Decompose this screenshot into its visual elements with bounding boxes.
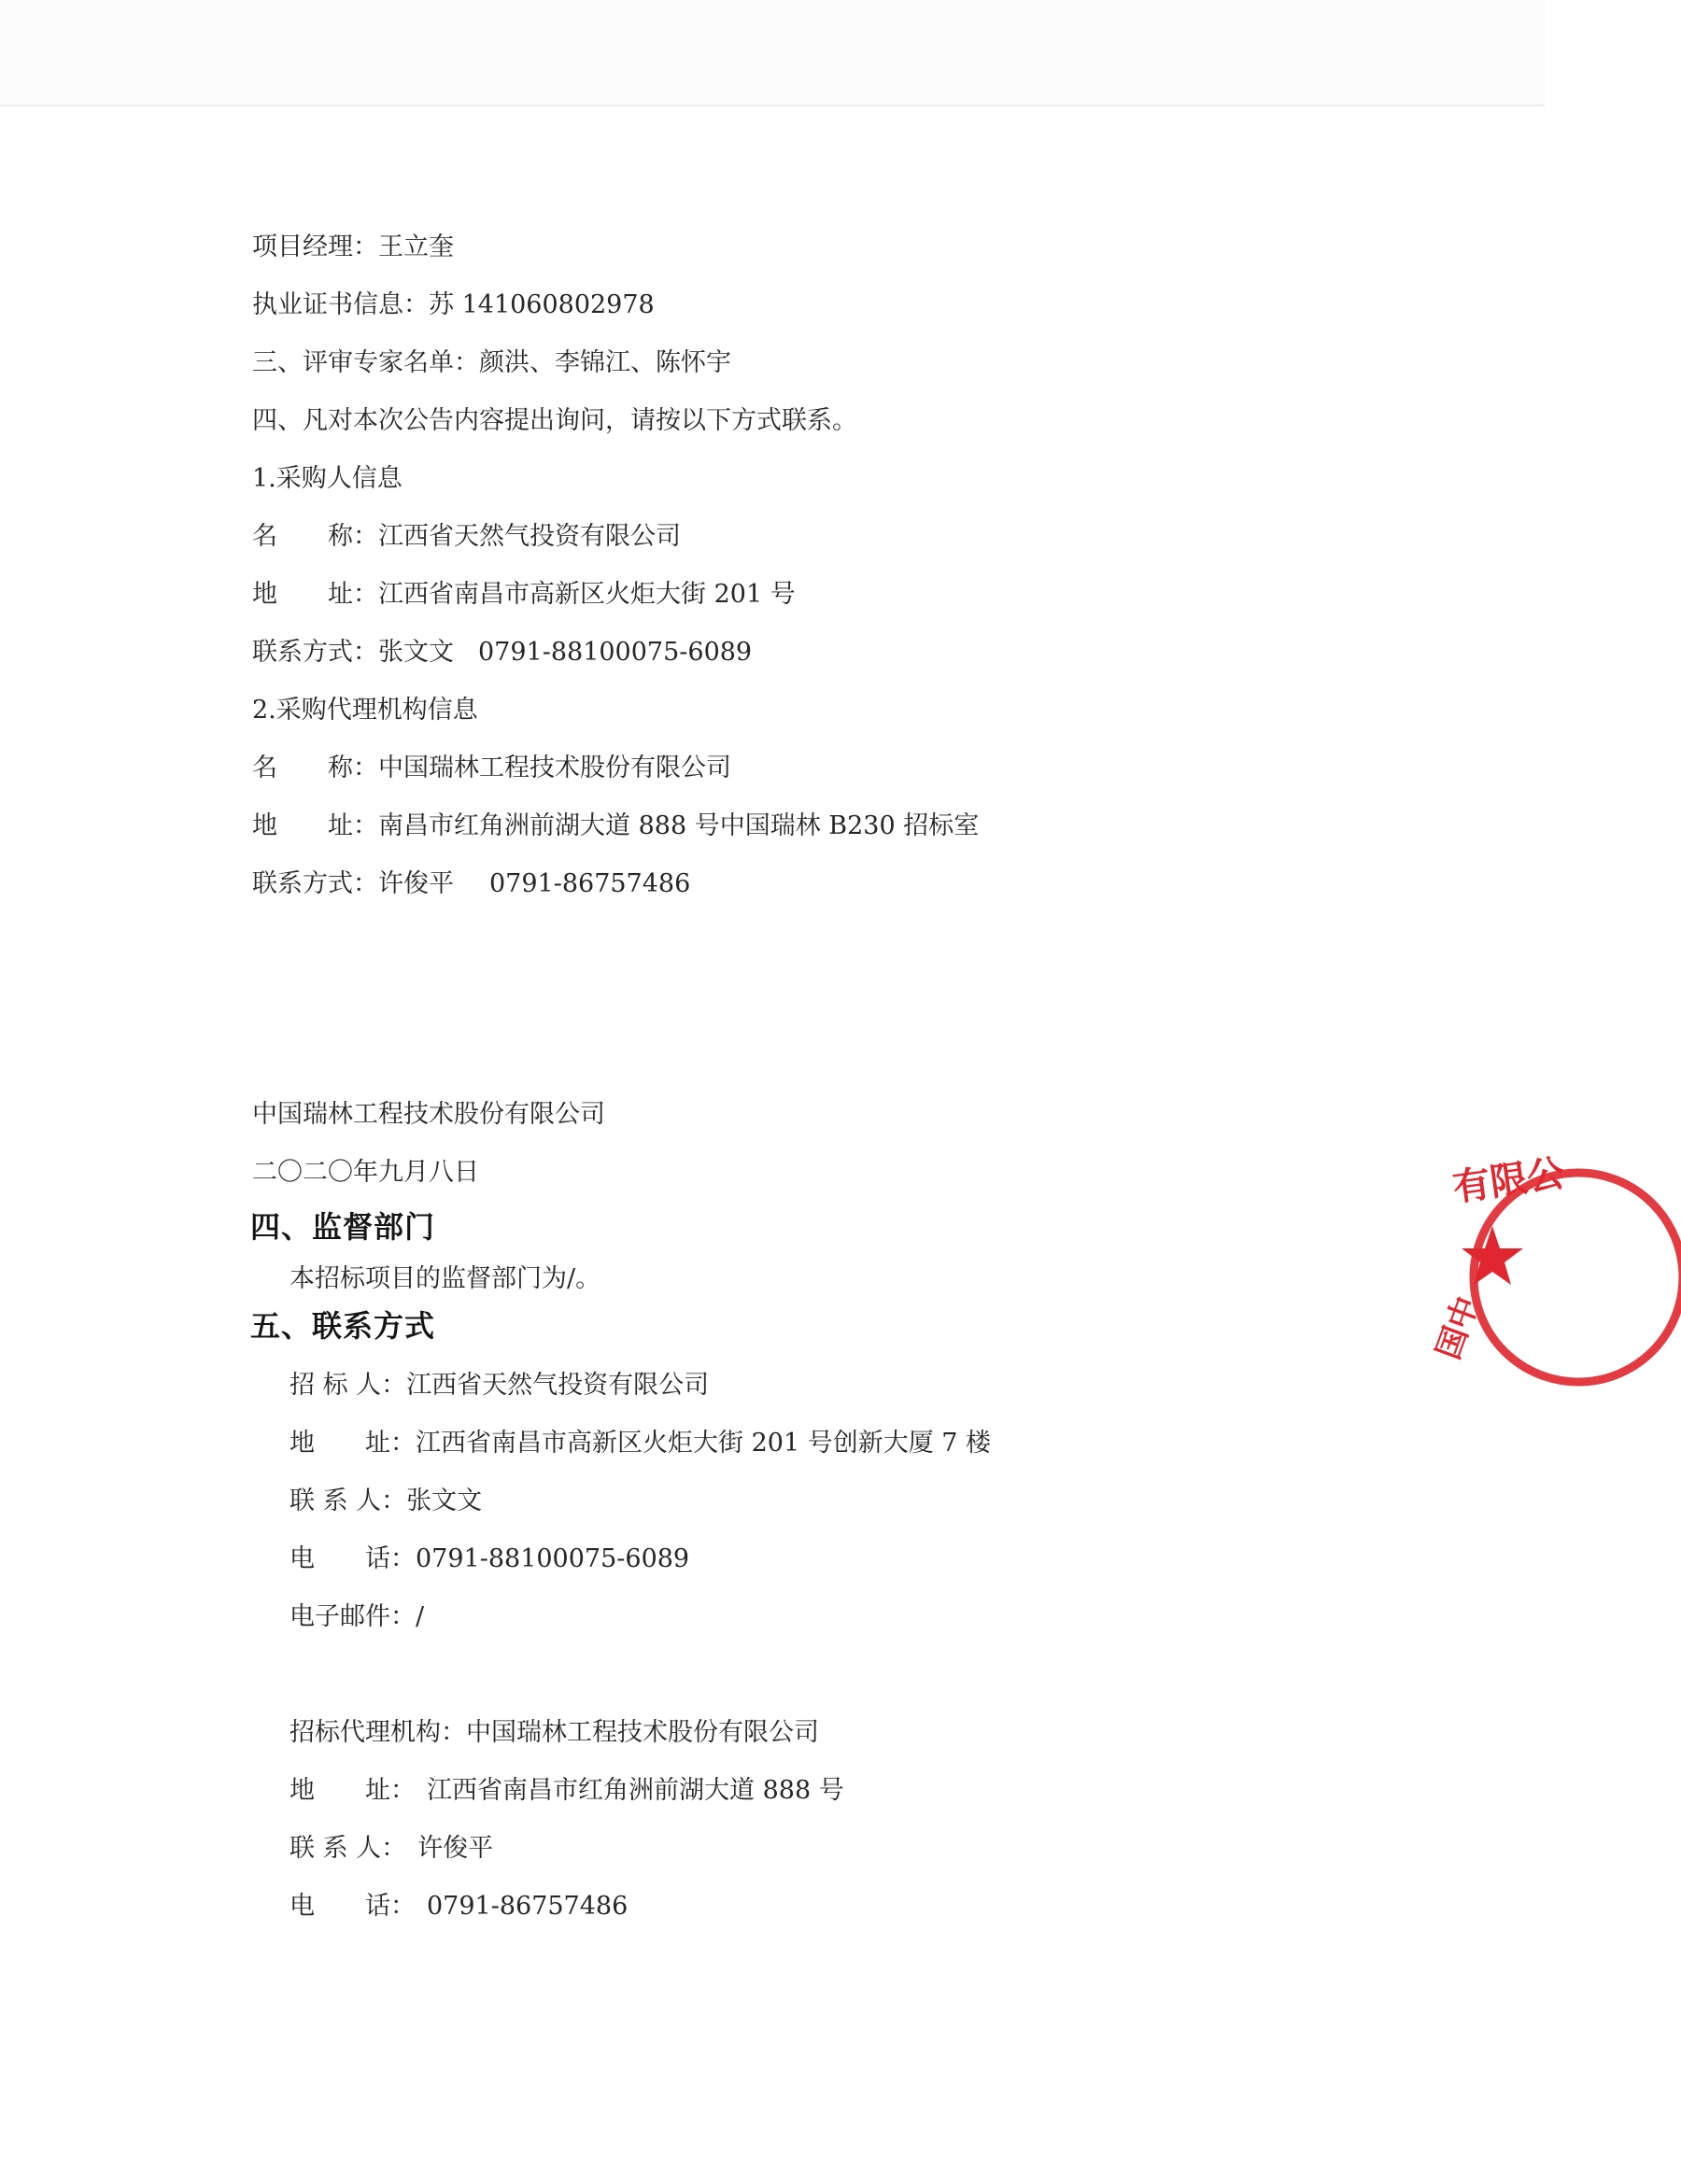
seal-side-text: 国中 bbox=[1431, 1292, 1486, 1364]
agency-address-value: 南昌市红角洲前湖大道 888 号中国瑞林 B230 招标室 bbox=[378, 811, 980, 840]
tender-agency-phone-value: 0791-86757486 bbox=[427, 1892, 629, 1921]
tender-agency-label: 招标代理机构： bbox=[290, 1718, 466, 1747]
agency-name-line bbox=[252, 750, 731, 787]
tenderer-contact-line bbox=[290, 1483, 482, 1520]
signature-organization: 中国瑞林工程技术股份有限公司 bbox=[252, 1100, 605, 1129]
tenderer-phone-line bbox=[290, 1541, 689, 1578]
tender-agency-address-line bbox=[290, 1772, 844, 1810]
agency-contact-person: 许俊平 bbox=[378, 869, 454, 898]
agency-address-label: 地 址： bbox=[252, 811, 378, 840]
tenderer-label: 招 标 人： bbox=[290, 1371, 407, 1400]
tender-agency-value: 中国瑞林工程技术股份有限公司 bbox=[466, 1718, 819, 1747]
tender-agency-contact-value: 许俊平 bbox=[417, 1834, 494, 1863]
tender-agency-phone-line bbox=[290, 1888, 628, 1925]
agency-contact-phone: 0791-86757486 bbox=[489, 869, 691, 898]
tender-agency-address-label: 地 址： bbox=[290, 1776, 416, 1805]
buyer-contact-line bbox=[252, 634, 752, 671]
tenderer-address-label: 地 址： bbox=[290, 1429, 416, 1458]
tenderer-value: 江西省天然气投资有限公司 bbox=[406, 1371, 710, 1400]
tenderer-email-value: / bbox=[416, 1602, 425, 1631]
tender-agency-line bbox=[290, 1714, 819, 1752]
agency-address-line bbox=[252, 808, 979, 845]
tender-agency-address-value: 江西省南昌市红角洲前湖大道 888 号 bbox=[427, 1776, 844, 1805]
buyer-address-value: 江西省南昌市高新区火炬大街 201 号 bbox=[378, 580, 796, 609]
company-seal bbox=[1431, 1137, 1588, 1417]
buyer-address-label: 地 址： bbox=[252, 580, 378, 609]
agency-contact-label: 联系方式： bbox=[252, 869, 378, 898]
buyer-name-value: 江西省天然气投资有限公司 bbox=[378, 522, 681, 551]
buyer-contact-person: 张文文 bbox=[378, 638, 454, 667]
project-manager-line: 项目经理：王立奎 bbox=[252, 232, 454, 261]
signature-date: 二〇二〇年九月八日 bbox=[252, 1158, 479, 1187]
tender-agency-phone-label: 电 话： bbox=[290, 1892, 416, 1921]
section5-heading: 五、联系方式 bbox=[250, 1308, 436, 1344]
scan-top-band bbox=[0, 0, 1545, 105]
tenderer-contact-label: 联 系 人： bbox=[290, 1487, 407, 1515]
tender-agency-contact-line bbox=[290, 1830, 493, 1867]
tenderer-email-label: 电子邮件： bbox=[290, 1602, 416, 1631]
buyer-heading: 1.采购人信息 bbox=[252, 464, 403, 493]
experts-line: 三、评审专家名单：颜洪、李锦江、陈怀宇 bbox=[252, 348, 731, 377]
certificate-line: 执业证书信息：苏 141060802978 bbox=[252, 290, 655, 319]
agency-name-value: 中国瑞林工程技术股份有限公司 bbox=[378, 754, 731, 782]
tenderer-contact-value: 张文文 bbox=[406, 1487, 483, 1515]
tenderer-phone-label: 电 话： bbox=[290, 1544, 416, 1573]
scan-top-edge bbox=[0, 105, 1545, 106]
tenderer-address-line bbox=[290, 1425, 991, 1462]
tender-agency-contact-label: 联 系 人： bbox=[290, 1834, 407, 1863]
agency-contact-line bbox=[252, 866, 690, 903]
tenderer-email-line bbox=[290, 1599, 424, 1636]
agency-name-label: 名 称： bbox=[252, 754, 378, 782]
section4-heading: 四、监督部门 bbox=[250, 1209, 436, 1245]
tenderer-line bbox=[290, 1367, 709, 1404]
seal-graphic bbox=[1431, 1137, 1681, 1417]
buyer-contact-label: 联系方式： bbox=[252, 638, 378, 667]
tenderer-phone-value: 0791-88100075-6089 bbox=[416, 1544, 690, 1573]
buyer-contact-phone: 0791-88100075-6089 bbox=[478, 638, 753, 667]
section4-text: 本招标项目的监督部门为/。 bbox=[290, 1264, 601, 1293]
seal-top-text: 有限公 bbox=[1449, 1151, 1568, 1209]
buyer-name-line bbox=[252, 518, 681, 556]
buyer-name-label: 名 称： bbox=[252, 522, 378, 551]
agency-heading: 2.采购代理机构信息 bbox=[252, 696, 478, 725]
inquiry-line: 四、凡对本次公告内容提出询问，请按以下方式联系。 bbox=[252, 406, 857, 435]
tenderer-address-value: 江西省南昌市高新区火炬大街 201 号创新大厦 7 楼 bbox=[416, 1429, 992, 1458]
buyer-address-line bbox=[252, 576, 796, 613]
